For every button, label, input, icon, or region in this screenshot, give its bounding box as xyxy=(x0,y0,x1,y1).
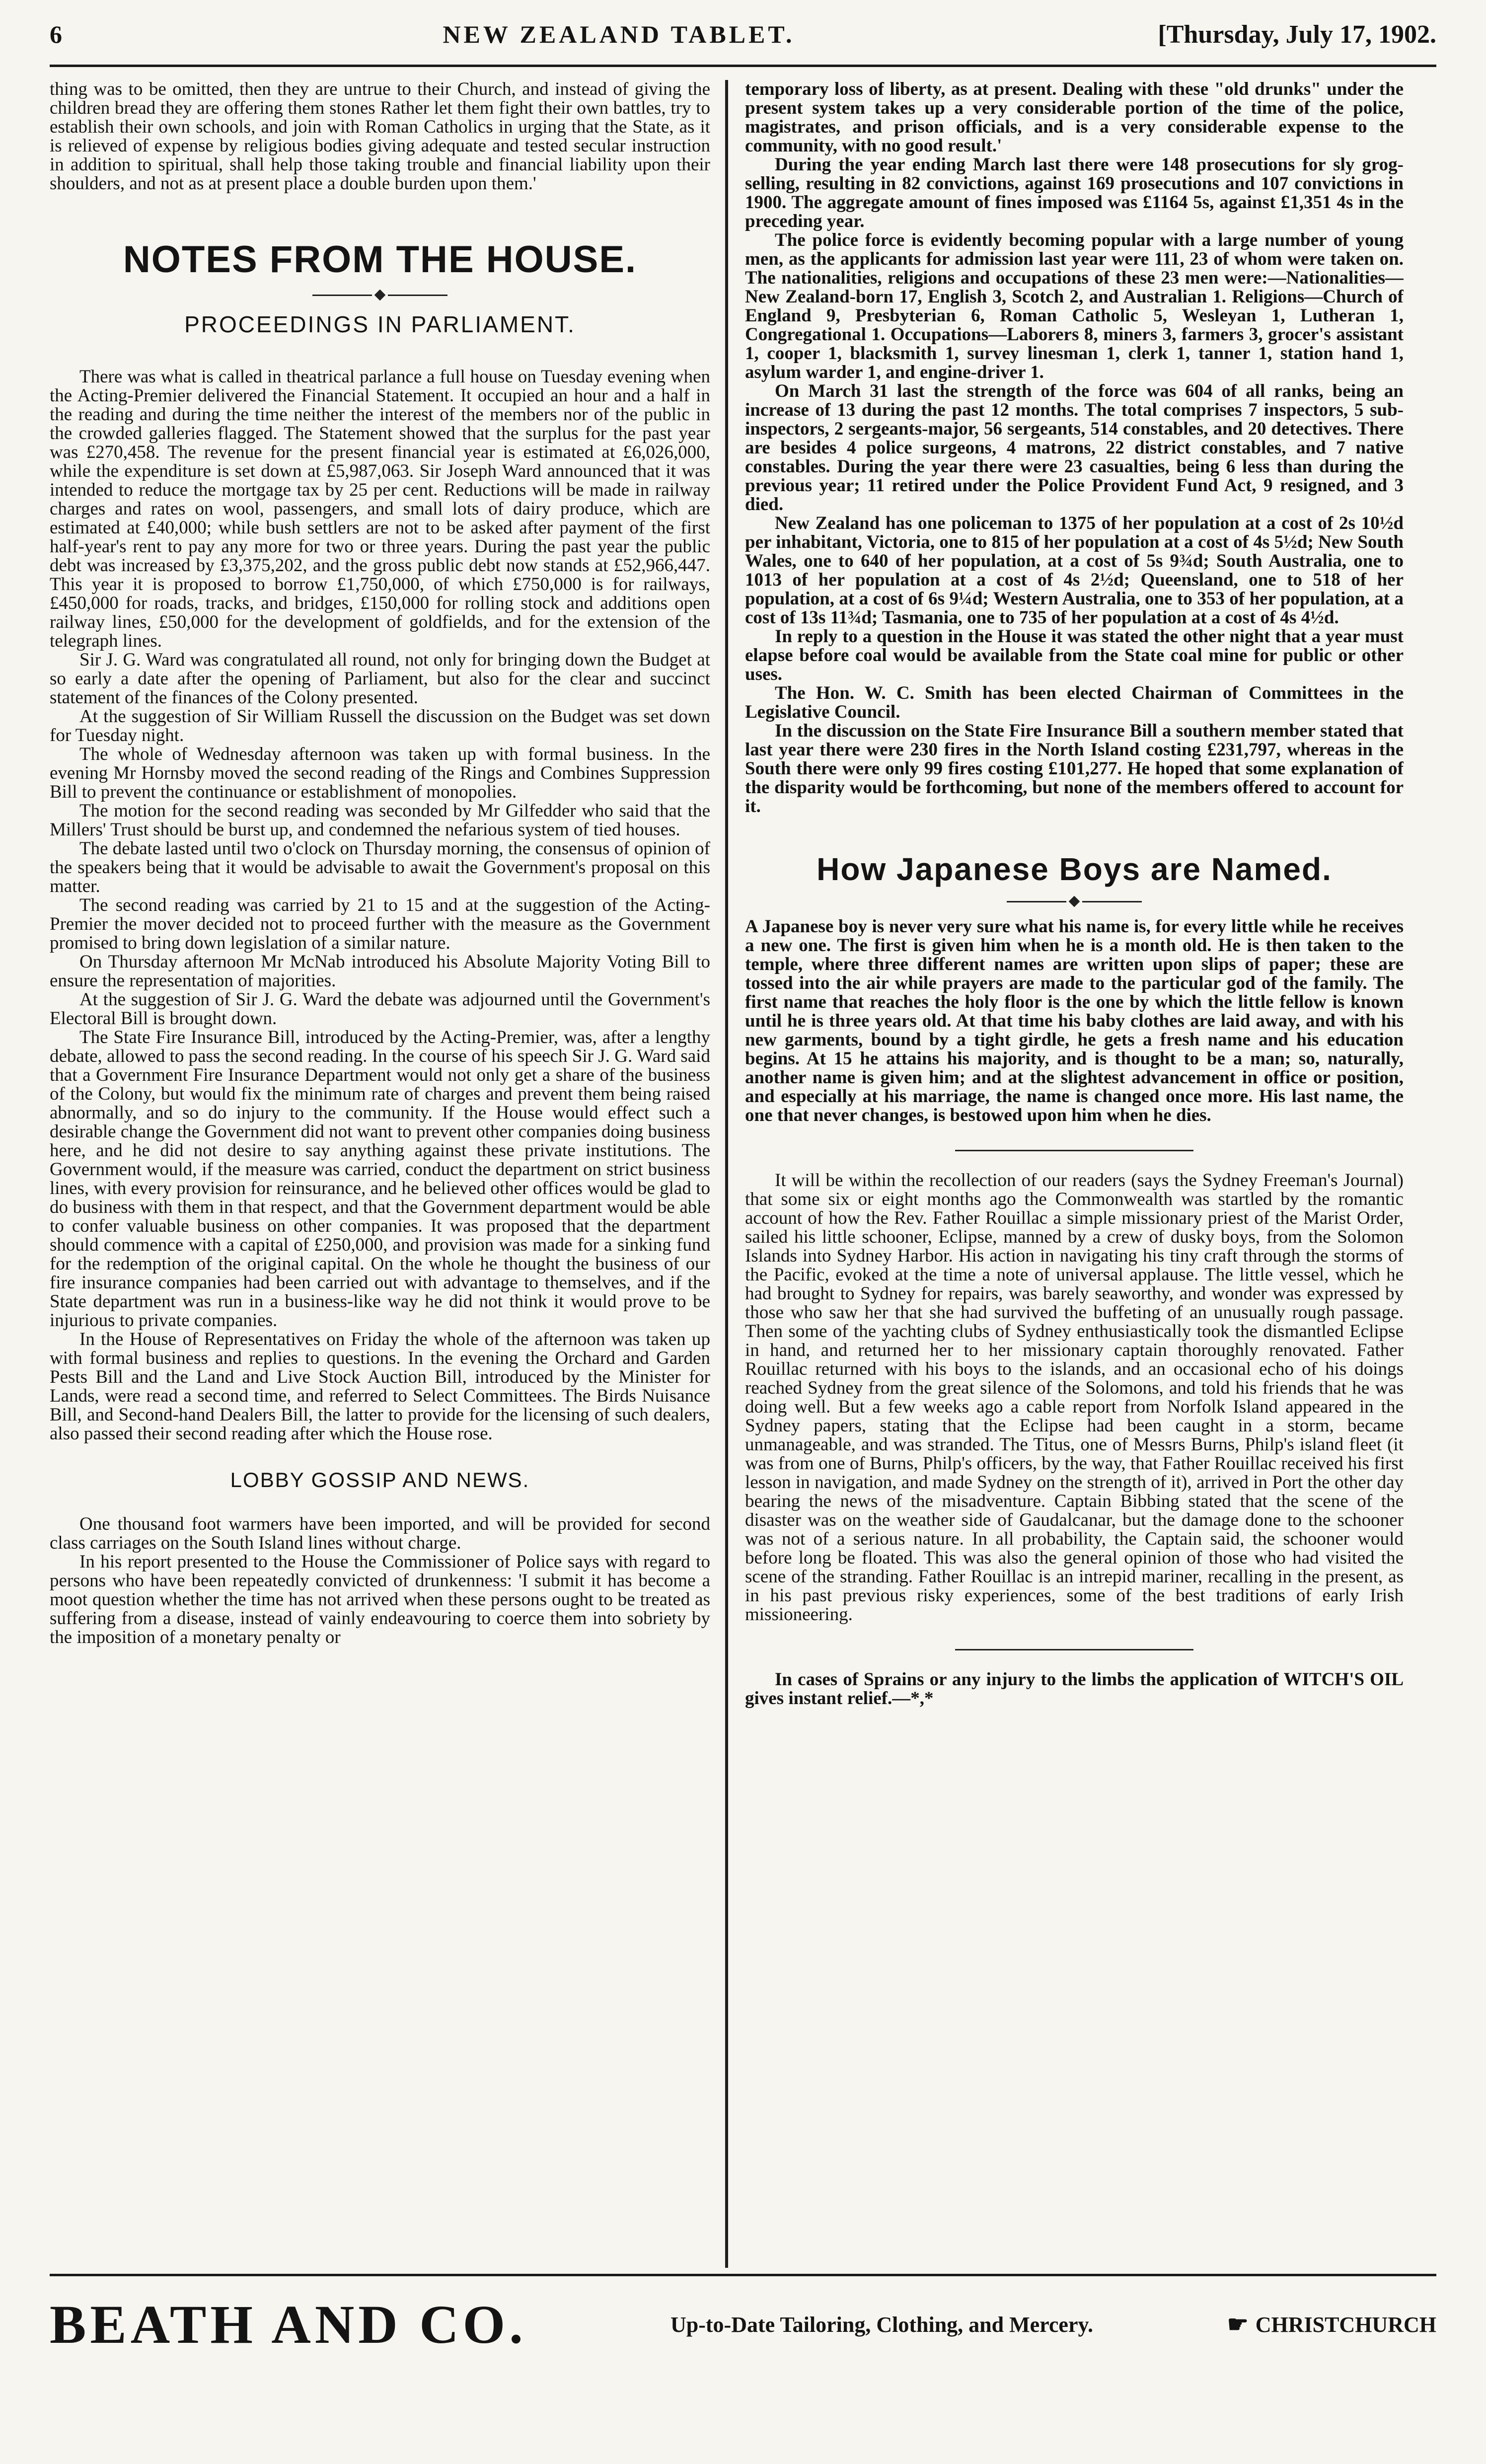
footer-rule xyxy=(50,2274,1436,2276)
ornament-divider xyxy=(745,897,1404,905)
lobby-paragraph: One thousand foot warmers have been imported, and will be provided for second class carriages on the South Island lines without charge. xyxy=(50,1514,710,1553)
article-paragraph: There was what is called in theatrical parlance a full house on Tuesday evening when the Acting-Premier delivered the Financial Statement. It occupied an hour and a half in the reading and during the time neither the interest of the members nor of the public in the crowded galleries flagged. The Statement showed that the surplus for the past year was £270,458. The revenue for the present financial year is estimated at £6,026,000, while the expenditure is set down at £5,987,063. Sir Joseph Ward announced that it was intended to reduce the mortgage tax by 25 per cent. Reductions will be made in railway charges and rates on wool, passengers, and small lots of dairy produce, which are estimated at £40,000; while bush settlers are not to be asked after payment of the first half-year's rent to pay any more for two or three years. During the past year the public debt was increased by £3,375,202, and the gross public debt now stands at £52,966,447. This year it is proposed to borrow £1,750,000, of which £750,000 is for railways, £450,000 for roads, tracks, and bridges, £150,000 for rolling stock and additions open railway lines, £50,000 for the development of goldfields, and for the extension of the telegraph lines. xyxy=(50,367,710,651)
proceedings-subhead: PROCEEDINGS IN PARLIAMENT. xyxy=(184,311,576,337)
police-paragraph: During the year ending March last there were 148 prosecutions for sly grog-selling, resulting in 82 convictions, against 169 prosecutions and 107 convictions in 1900. The aggregate amount of fines imposed was £1164 5s, against £1,351 4s in the preceding year. xyxy=(745,154,1404,231)
japanese-headline: How Japanese Boys are Named. xyxy=(817,851,1332,887)
police-paragraph: On March 31 last the strength of the force was 604 of all ranks, being an increase of 13 during the past 12 months. The total comprises 7 inspectors, 5 sub-inspectors, 2 sergeants-major, 56 sergeants, 514 constables, and 20 detectives. There are besides 4 police surgeons, 4 matrons, 22 district constables, and 7 native constables. During the year there were 23 casualties, being 6 less than during the previous year; 11 retired under the Police Provident Fund Act, 9 resigned, and 3 died. xyxy=(745,381,1404,515)
masthead-title: NEW ZEALAND TABLET. xyxy=(443,20,795,48)
columns xyxy=(50,80,1436,2268)
notes-headline: NOTES FROM THE HOUSE. xyxy=(123,238,637,281)
right-column xyxy=(728,80,1404,2268)
intro-paragraph: thing was to be omitted, then they are untrue to their Church, and instead of giving the children bread they are offering them stones Rather let them fight their own battles, try to establish their own schools, and join with Roman Catholics in urging that the State, as it is relieved of expense by religious bodies giving adequate and tested secular instruction in addition to spiritual, shall help those taking trouble and financial liability upon their shoulders, and not as at present place a double burden upon them.' xyxy=(50,80,710,194)
pointing-hand-icon: ☛ xyxy=(1227,2312,1249,2338)
issue-date: [Thursday, July 17, 1902. xyxy=(1158,20,1436,49)
page-number: 6 xyxy=(50,20,62,48)
article-paragraph: The whole of Wednesday afternoon was taken up with formal business. In the evening Mr Hornsby moved the second reading of the Rings and Combines Suppression Bill to prevent the continuance or establishment of monopolies. xyxy=(50,744,710,802)
police-paragraph: In reply to a question in the House it was stated the other night that a year must elapse before coal would be available from the State coal mine for public or other uses. xyxy=(745,626,1404,684)
article-paragraph: In the House of Representatives on Friday the whole of the afternoon was taken up with formal business and replies to questions. In the evening the Orchard and Garden Pests Bill and the Land and Live Stock Auction Bill, introduced by the Minister for Lands, were read a second time, and referred to Select Committees. The Birds Nuisance Bill, and Second-hand Dealers Bill, the latter to provide for the licensing of such dealers, also passed their second reading after which the House rose. xyxy=(50,1329,710,1444)
article-paragraph: On Thursday afternoon Mr McNab introduced his Absolute Majority Voting Bill to ensure the representation of majorities. xyxy=(50,952,710,991)
article-paragraph: At the suggestion of Sir William Russell the discussion on the Budget was set down for Tuesday night. xyxy=(50,706,710,746)
article-paragraph: At the suggestion of Sir J. G. Ward the debate was adjourned until the Government's Electoral Bill is brought down. xyxy=(50,989,710,1029)
ornament-divider xyxy=(50,291,710,299)
section-rule xyxy=(955,1649,1193,1650)
left-column xyxy=(50,80,725,2268)
police-paragraph: The police force is evidently becoming popular with a large number of young men, as the applicants for admission last year were 111, 23 of whom were taken on. The nationalities, religions and occupations of these 23 men were:—Nationalities—New Zealand-born 17, English 3, Scotch 2, and Australian 1. Religions—Church of England 9, Presbyterian 6, Roman Catholic 5, Wesleyan 1, Lutheran 1, Congregational 1. Occupations—Laborers 8, miners 3, farmers 3, grocer's assistant 1, cooper 1, blacksmith 1, survey linesman 1, clerk 1, tanner 1, station hand 1, asylum warder 1, and engine-driver 1. xyxy=(745,230,1404,382)
section-rule xyxy=(955,1150,1193,1151)
advertiser-name: BEATH AND CO. xyxy=(50,2294,527,2355)
advertiser-tagline: Up-to-Date Tailoring, Clothing, and Mercery. xyxy=(670,2312,1094,2337)
lobby-paragraph: In his report presented to the House the Commissioner of Police says with regard to persons who have been repeatedly convicted of drunkenness: 'I submit it has become a moot question whether the time has not arrived when these persons ought to be treated as suffering from a disease, instead of vainly endeavouring to coerce them into sobriety by the imposition of a monetary penalty or xyxy=(50,1552,710,1647)
advertiser-city: CHRISTCHURCH xyxy=(1255,2312,1436,2337)
lobby-subhead: LOBBY GOSSIP AND NEWS. xyxy=(230,1468,530,1492)
witchs-oil-advert: In cases of Sprains or any injury to the limbs the application of WITCH'S OIL gives instant relief.—*,* xyxy=(745,1669,1404,1709)
advertiser-city-block xyxy=(1158,2311,1436,2338)
rouillac-paragraph: It will be within the recollection of our readers (says the Sydney Freeman's Journal) that some six or eight months ago the Commonwealth was startled by the romantic account of how the Rev. Father Rouillac a simple missionary priest of the Marist Order, sailed his little schooner, Eclipse, manned by a crew of dusky boys, from the Solomon Islands into Sydney Harbor. His action in navigating his tiny craft through the storms of the Pacific, evoked at the time a note of universal applause. The little vessel, which he had brought to Sydney for repairs, was barely seaworthy, and wonder was expressed by those who saw her that she had survived the buffeting of an unusually rough passage. Then some of the yachting clubs of Sydney enthusiastically took the dismantled Eclipse in hand, and returned her to her missionary captain thoroughly renovated. Father Rouillac returned with his boys to the islands, and an occasional echo of his doings reached Sydney from the great silence of the Solomons, and told his friends that he was doing well. But a few weeks ago a cable report from Norfolk Island appeared in the Sydney papers, stating that the Eclipse had been caught in a storm, became unmanageable, and was stranded. The Titus, one of Messrs Burns, Philp's island fleet (it was from one of Burns, Philp's officers, by the way, that Father Rouillac received his first lesson in navigation, and made Sydney on the strength of it), arrived in Port the other day bearing the news of the misadventure. Captain Bibbing stated that the scene of the disaster was on the weather side of Gaudalcanar, but the damage done to the schooner was not of a serious nature. In all probability, the Captain said, the schooner would before long be floated. This was also the general opinion of those who had visited the scene of the stranding. Father Rouillac is an intrepid mariner, recalling in the present, as in his past previous risky experiences, some of the best traditions of early Irish missioneering. xyxy=(745,1170,1404,1625)
japanese-paragraph: A Japanese boy is never very sure what his name is, for every little while he receives a new one. The first is given him when he is a month old. He is then taken to the temple, where three different names are written upon slips of paper; these are tossed into the air while prayers are made to the particular god of the family. The first name that reaches the holy floor is the one by which the little fellow is known until he is three years old. At that time his baby clothes are laid away, and with his new garments, bound by a tight girdle, he gets a fresh name and his education begins. At 15 he attains his majority, and is thought to be a man; so, naturally, another name is given him; and at the slightest advancement in office or position, and especially at his marriage, the name is changed once more. His last name, the one that never changes, is bestowed upon him when he dies. xyxy=(745,916,1404,1125)
police-paragraph: In the discussion on the State Fire Insurance Bill a southern member stated that last year there were 230 fires in the North Island costing £231,797, whereas in the South there were only 99 fires costing £101,277. He hoped that some explanation of the disparity would be forthcoming, but none of the members offered to account for it. xyxy=(745,721,1404,817)
article-paragraph: The State Fire Insurance Bill, introduced by the Acting-Premier, was, after a lengthy debate, allowed to pass the second reading. In the course of his speech Sir J. G. Ward said that a Government Fire Insurance Department would not only get a share of the business of the Colony, but would fix the minimum rate of charges and prevent them being raised abnormally, and so do injury to the community. If the House would effect such a desirable change the Government did not want to prevent other companies doing business here, and he did not desire to say anything against these private institutions. The Government would, if the measure was carried, conduct the department on strict business lines, with every provision for reinsurance, and he believed other offices would be glad to do business with them in that respect, and that the Government department would be able to confer valuable business on other companies. It was proposed that the department should commence with a capital of £250,000, and provision was made for a sinking fund for the redemption of the original capital. On the whole he thought the business of our fire insurance companies had been carried out with advantage to themselves, and if the State department was run in a business-like way he did not think it would prove to be injurious to private companies. xyxy=(50,1027,710,1331)
police-paragraph: temporary loss of liberty, as at present. Dealing with these "old drunks" under the present system takes up a very considerable portion of the time of the police, magistrates, and prison officials, and is a very considerable expense to the community, with no good result.' xyxy=(745,80,1404,156)
article-paragraph: Sir J. G. Ward was congratulated all round, not only for bringing down the Budget at so early a date after the opening of Parliament, but also for the clear and succinct statement of the finances of the Colony presented. xyxy=(50,650,710,708)
article-paragraph: The second reading was carried by 21 to 15 and at the suggestion of the Acting-Premier the mover decided not to proceed further with the measure as the Government promised to bring down legislation of a similar nature. xyxy=(50,895,710,953)
page-header xyxy=(50,20,1436,67)
page-footer xyxy=(50,2295,1436,2354)
article-paragraph: The motion for the second reading was seconded by Mr Gilfedder who said that the Millers' Trust should be burst up, and condemned the nefarious system of tied houses. xyxy=(50,801,710,840)
police-paragraph: The Hon. W. C. Smith has been elected Chairman of Committees in the Legislative Council. xyxy=(745,683,1404,722)
article-paragraph: The debate lasted until two o'clock on Thursday morning, the consensus of opinion of the speakers being that it would be advisable to await the Government's proposal on this matter. xyxy=(50,838,710,896)
police-paragraph: New Zealand has one policeman to 1375 of her population at a cost of 2s 10½d per inhabitant, Victoria, one to 815 of her population at a cost of 4s 5½d; New South Wales, one to 640 of her population, at a cost of 5s 9¾d; South Australia, one to 1013 of her population at a cost of 4s 2½d; Queensland, one to 518 of her population, at a cost of 6s 9¼d; Western Australia, one to 353 of her population, at a cost of 13s 11¾d; Tasmania, one to 735 of her population at a cost of 4s 4½d. xyxy=(745,513,1404,628)
